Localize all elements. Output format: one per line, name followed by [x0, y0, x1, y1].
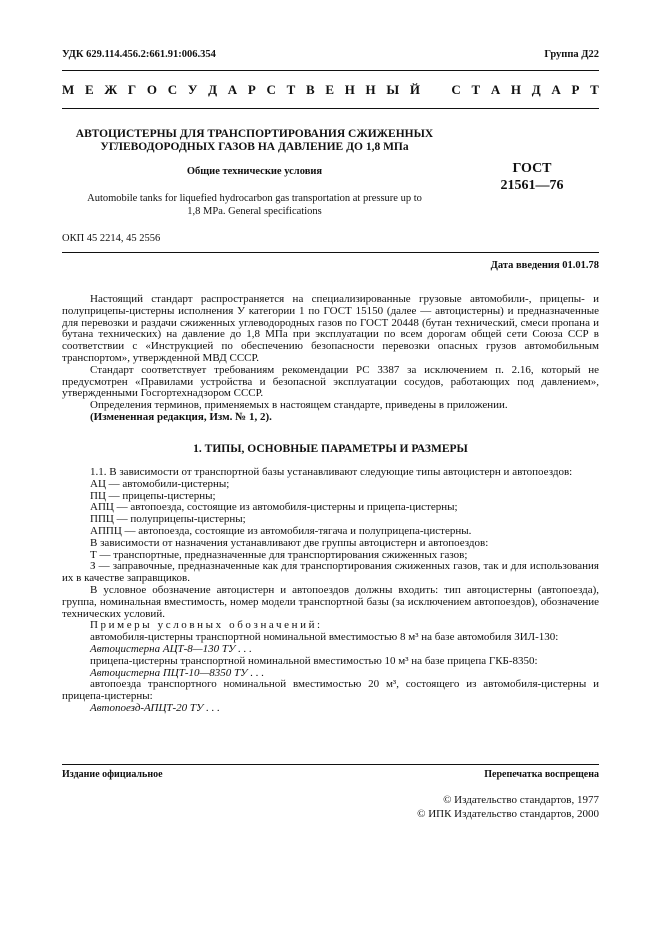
type-item: АЦ — автомобили-цистерны;: [90, 477, 230, 490]
heading-letter: А: [490, 82, 501, 97]
gost-designation: [487, 160, 577, 194]
copyright-1977: © Издательство стандартов, 1977: [443, 794, 599, 806]
heading-letter: [431, 82, 441, 98]
copyright-2000: © ИПК Издательство стандартов, 2000: [417, 808, 599, 820]
intro-paragraph-1: Настоящий стандарт распространяется на специализированные грузовые автомобили-, прицепы- и полуприцепы-цистерны исполнения У категории 1 по ГОСТ 15150 (далее — автоцистерны) и предназначенные для перевозки и раздачи сжиженных углеводородных газов по ГОСТ 20448 (бутан технический, смеси пропана и бутана технических) на давление до 1,8 МПа при эксплуатации по всем дорогам общей сети Союза ССР в соответствии с «Инструкцией по обеспечению безопасности перевозки опасных грузов автомобильным транспортом», утвержденной МВД СССР.: [62, 293, 599, 364]
section-heading: 1. ТИПЫ, ОСНОВНЫЕ ПАРАМЕТРЫ И РАЗМЕРЫ: [193, 443, 468, 455]
heading-letter: Д: [208, 82, 218, 97]
heading-letter: Й: [409, 82, 420, 97]
heading-letter: Ж: [104, 82, 118, 97]
english-title-line-1: Automobile tanks for liquefied hydrocarbon gas transportation at pressure up to: [87, 193, 422, 204]
intro-text: [62, 294, 599, 424]
header-rule: [62, 108, 599, 109]
title-line-1: АВТОЦИСТЕРНЫ ДЛЯ ТРАНСПОРТИРОВАНИЯ СЖИЖЕННЫХ: [75, 128, 434, 140]
document-subtitle: Общие технические условия: [186, 166, 323, 177]
english-title: [62, 192, 447, 218]
group-transport: Т — транспортные, предназначенные для транспортирования сжиженных газов;: [90, 548, 468, 561]
okp-rule: [62, 252, 599, 253]
heading-letter: С: [266, 82, 276, 97]
example-3-text: автопоезда транспортного номинальной вместимостью 20 м³, состоящего из автомобиля-цистерны и прицепа-цистерны:: [62, 678, 599, 703]
reprint-notice: Перепечатка воспрещена: [484, 769, 599, 780]
heading-letter: Ы: [386, 82, 400, 97]
heading-letter: С: [451, 82, 461, 97]
okp-code: ОКП 45 2214, 45 2556: [62, 233, 161, 244]
type-item: ПЦ — прицепы-цистерны;: [90, 489, 216, 502]
udk-code: УДК 629.114.456.2:661.91:006.354: [62, 49, 216, 60]
document-title: [62, 128, 447, 154]
heading-letter: Е: [84, 82, 94, 97]
heading-letter: Н: [510, 82, 522, 97]
intro-paragraph-3: Определения терминов, применяемых в настоящем стандарте, приведены в приложении.: [90, 399, 508, 412]
official-edition: Издание официальное: [62, 769, 163, 780]
heading-letter: Д: [531, 82, 541, 97]
groups-intro: В зависимости от назначения устанавливают две группы автоцистерн и автопоездов:: [90, 536, 489, 549]
example-2-text: прицепа-цистерны транспортной номинальной вместимостью 10 м³ на базе прицепа ГКБ-8350:: [90, 654, 538, 667]
clause-1-1: 1.1. В зависимости от транспортной базы устанавливают следующие типы автоцистерн и автопоездов:: [90, 466, 573, 478]
heading-letter: О: [146, 82, 158, 97]
type-item: АПЦ — автопоезда, состоящие из автомобиля-цистерны и прицепа-цистерны;: [90, 501, 458, 514]
intro-amendment: (Измененная редакция, Изм. № 1, 2).: [90, 410, 272, 423]
heading-letter: Н: [344, 82, 355, 97]
designation-rule: В условное обозначение автоцистерн и автопоездов должны входить: тип автоцистерны (автопоезда), группа, номинальная вместимость, номер модели транспортной базы (за исключением автопоездов), обозначение технических условий.: [62, 583, 599, 620]
standard-type-heading: [62, 82, 599, 98]
heading-letter: Н: [365, 82, 376, 97]
heading-letter: Р: [247, 82, 256, 97]
group-refuel: З — заправочные, предназначенные как для транспортирования сжиженных газов, так и для использования их в качестве заправщиков.: [62, 560, 599, 585]
heading-letter: У: [187, 82, 198, 97]
example-3-code: Автопоезд-АПЦТ-20 ТУ . . .: [90, 701, 220, 714]
heading-letter: В: [305, 82, 315, 97]
heading-letter: Т: [590, 82, 599, 97]
example-2-code: Автоцистерна ПЦТ-10—8350 ТУ . . .: [90, 666, 265, 679]
type-item: ППЦ — полуприцепы-цистерны;: [90, 513, 246, 526]
type-item: АППЦ — автопоезда, состоящие из автомобиля-тягача и полуприцепа-цистерны.: [90, 524, 472, 537]
intro-date: Дата введения 01.01.78: [490, 260, 599, 271]
heading-letter: А: [551, 82, 561, 97]
heading-letter: М: [62, 82, 75, 97]
example-1-code: Автоцистерна АЦТ-8—130 ТУ . . .: [90, 642, 252, 655]
heading-letter: С: [167, 82, 178, 97]
gost-label: ГОСТ: [512, 161, 552, 176]
footer-rule: [62, 764, 599, 765]
english-title-line-2: 1,8 MPa. General specifications: [187, 206, 322, 217]
section-1-text: [62, 467, 599, 715]
title-line-2: УГЛЕВОДОРОДНЫХ ГАЗОВ НА ДАВЛЕНИЕ ДО 1,8 МПа: [100, 141, 409, 153]
heading-letter: Т: [286, 82, 296, 97]
heading-letter: Т: [471, 82, 481, 97]
heading-letter: А: [227, 82, 238, 97]
gost-number: 21561—76: [500, 178, 564, 193]
heading-letter: Е: [325, 82, 334, 97]
example-1-text: автомобиля-цистерны транспортной номинальной вместимостью 8 м³ на базе автомобиля ЗИЛ-130:: [90, 631, 559, 644]
group-code: Группа Д22: [544, 49, 599, 60]
examples-label: Примеры условных обозначений:: [90, 619, 323, 632]
heading-letter: Р: [571, 82, 580, 97]
heading-letter: Г: [127, 82, 137, 97]
intro-paragraph-2: Стандарт соответствует требованиям рекомендации РС 3387 за исключением п. 2.16, который не предусмотрен «Правилами устройства и безопасной эксплуатации сосудов, работающих под давлением», утвержденными Госгортехнадзором СССР.: [62, 363, 599, 400]
top-rule: [62, 70, 599, 71]
